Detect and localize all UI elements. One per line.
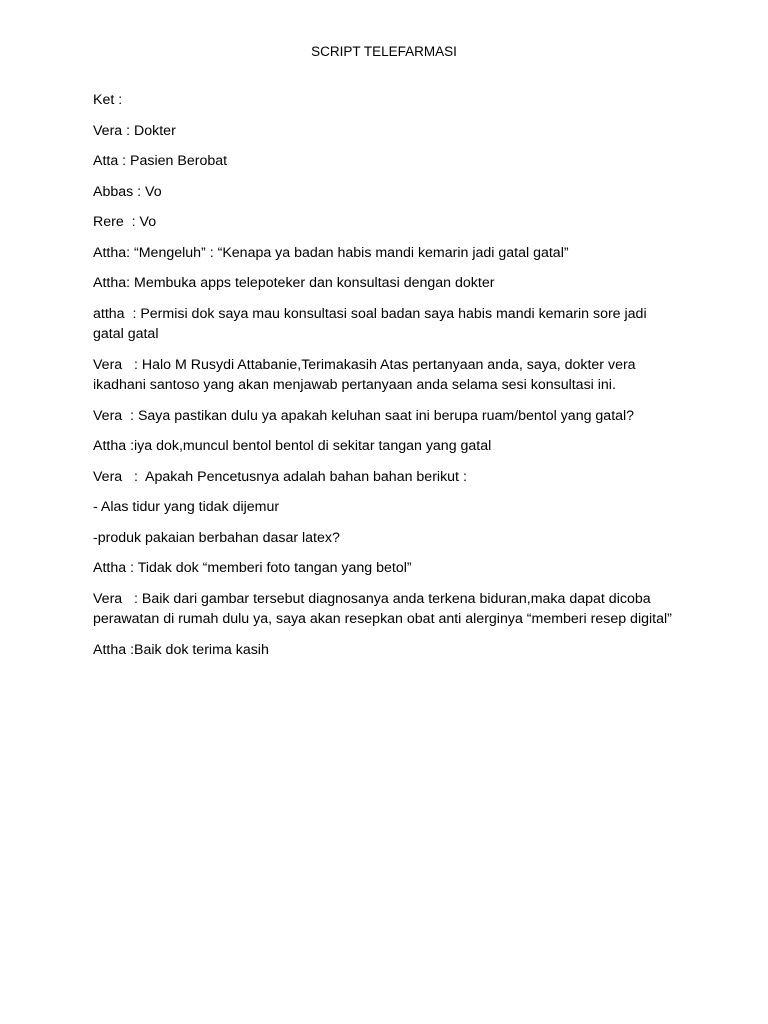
script-line: Attha :Baik dok terima kasih [93,641,269,658]
script-line: attha : Permisi dok saya mau konsultasi soal badan saya habis mandi kemarin sore jadi gatal gatal [93,305,651,342]
document-body [93,90,673,670]
script-line: - Alas tidur yang tidak dijemur [93,499,280,515]
script-line: Vera : Baik dari gambar tersebut diagnosanya anda terkena biduran,maka dapat dicoba perawatan di rumah dulu ya, saya akan resepkan obat anti alerginya “memberi resep digital” [93,590,672,627]
script-line: Vera : Halo M Rusydi Attabanie,Terimakasih Atas pertanyaan anda, saya, dokter vera ikadhani santoso yang akan menjawab pertanyaan anda selama sesi konsultasi ini. [93,356,640,393]
legend-line: Vera : Dokter [93,122,176,139]
script-line: Vera : Apakah Pencetusnya adalah bahan bahan berikut : [93,468,467,485]
script-line: Attha: Membuka apps telepoteker dan konsultasi dengan dokter [93,275,495,291]
legend-heading: Ket : [93,92,123,108]
script-line: Attha :iya dok,muncul bentol bentol di sekitar tangan yang gatal [93,438,492,454]
legend-line: Abbas : Vo [93,183,162,200]
script-line: Attha : Tidak dok “memberi foto tangan yang betol” [93,560,412,576]
script-line: Vera : Saya pastikan dulu ya apakah keluhan saat ini berupa ruam/bentol yang gatal? [93,407,635,424]
document-title: SCRIPT TELEFARMASI [311,44,457,59]
script-line: -produk pakaian berbahan dasar latex? [93,529,340,546]
legend-line: Atta : Pasien Berobat [93,153,228,169]
legend-line: Rere : Vo [93,214,157,230]
script-line: Attha: “Mengeluh” : “Kenapa ya badan habis mandi kemarin jadi gatal gatal” [93,244,569,261]
